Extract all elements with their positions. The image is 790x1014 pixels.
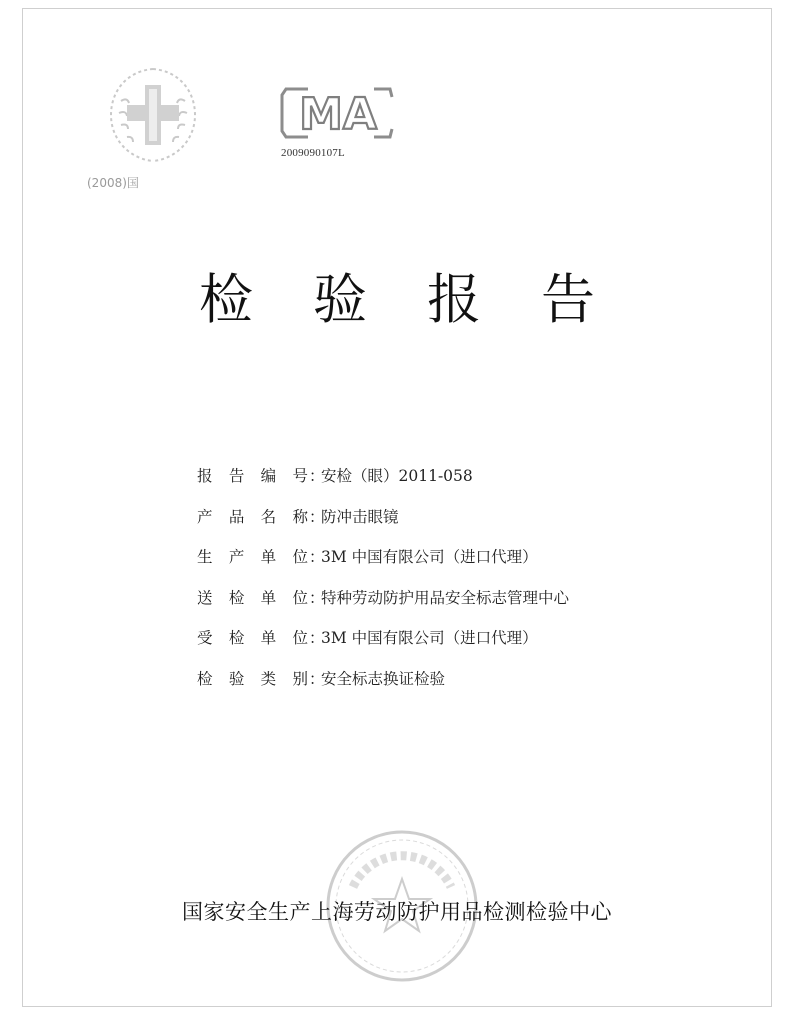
field-colon: ： xyxy=(309,467,325,486)
field-colon: ： xyxy=(309,548,325,567)
field-value: 3M 中国有限公司（进口代理） xyxy=(321,629,538,648)
field-value: 特种劳动防护用品安全标志管理中心 xyxy=(321,588,570,607)
cma-logo-icon xyxy=(278,83,396,143)
info-row-product-name xyxy=(197,496,569,537)
field-colon: ： xyxy=(309,629,325,648)
field-colon: ： xyxy=(309,588,325,607)
info-row-submitting-unit xyxy=(197,577,569,618)
info-row-manufacturer xyxy=(197,536,569,577)
field-label: 检验类别 xyxy=(197,669,309,688)
field-value: 3M 中国有限公司（进口代理） xyxy=(321,548,538,567)
info-row-report-number xyxy=(197,455,569,496)
info-row-inspected-unit xyxy=(197,617,569,658)
field-value: 防冲击眼镜 xyxy=(321,507,399,526)
ma-certificate-number: 2009090107L xyxy=(281,147,345,159)
field-label: 产品名称 xyxy=(197,507,309,526)
report-page xyxy=(22,8,772,1007)
field-value: 安检（眼）2011-058 xyxy=(321,467,473,486)
field-label: 报告编号 xyxy=(197,467,309,486)
field-label: 生产单位 xyxy=(197,548,309,567)
field-label: 送检单位 xyxy=(197,588,309,607)
field-colon: ： xyxy=(309,507,325,526)
field-label: 受检单位 xyxy=(197,629,309,648)
emblem-caption: (2008)国 xyxy=(87,176,139,190)
report-info-list xyxy=(197,455,569,698)
ma-mark: MA xyxy=(299,89,377,140)
field-value: 安全标志换证检验 xyxy=(321,669,446,688)
field-colon: ： xyxy=(309,669,325,688)
issuing-organization: 国家安全生产上海劳动防护用品检测检验中心 xyxy=(182,900,612,924)
certification-emblem-icon xyxy=(99,61,207,169)
page-title: 检验报告 xyxy=(199,268,655,331)
info-row-inspection-type xyxy=(197,658,569,699)
